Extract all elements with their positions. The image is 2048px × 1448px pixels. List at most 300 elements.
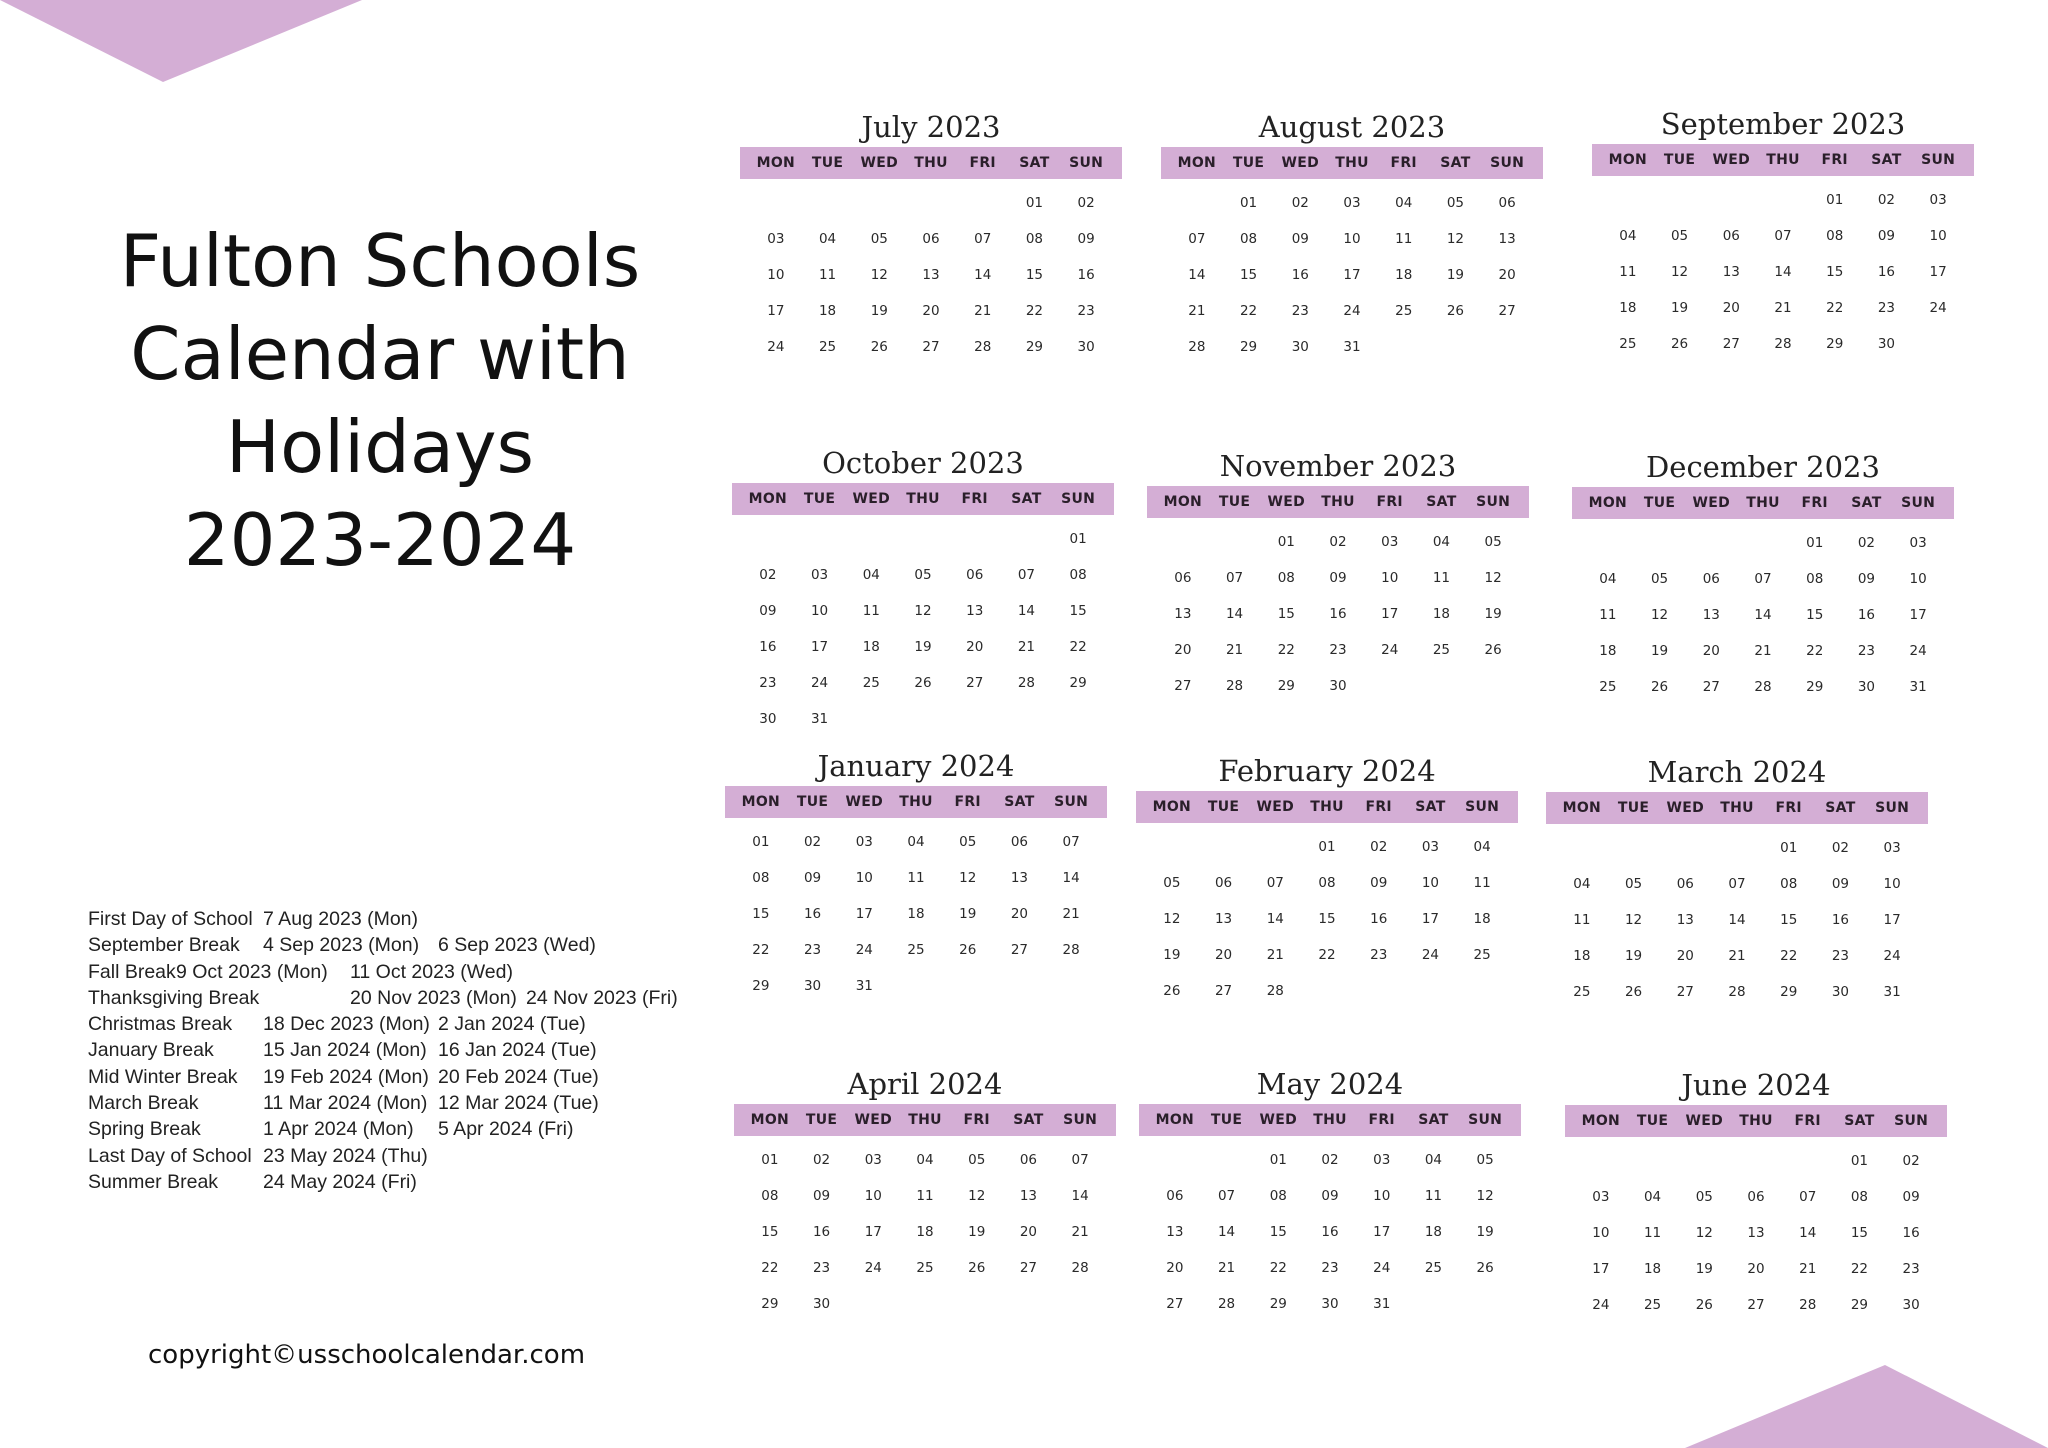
weekday-label: SUN <box>1468 1112 1503 1128</box>
day-cell: 09 <box>1877 228 1896 244</box>
weekday-label: WED <box>1281 155 1320 171</box>
day-cell: 05 <box>1446 195 1465 211</box>
weekday-label: TUE <box>1663 152 1696 168</box>
day-cell: 03 <box>855 834 873 850</box>
day-cell: 18 <box>916 1224 934 1240</box>
day-cell: 14 <box>1062 870 1080 886</box>
day-cell: 10 <box>767 267 785 283</box>
day-cell: 09 <box>1902 1189 1920 1205</box>
weekday-label: SAT <box>1825 800 1856 816</box>
holiday-end-date: 12 Mar 2024 (Tue) <box>438 1092 599 1115</box>
day-cell: 28 <box>1266 983 1284 999</box>
day-cell: 11 <box>1643 1225 1662 1241</box>
day-cell: 09 <box>1831 876 1850 892</box>
month-calendar <box>1572 447 1954 705</box>
day-cell: 18 <box>1643 1261 1662 1277</box>
month-title: January 2024 <box>817 749 1015 783</box>
weekday-label: MON <box>1588 495 1628 511</box>
empty-day-cell <box>1685 525 1737 561</box>
day-cell: 30 <box>1902 1297 1920 1313</box>
day-cell: 12 <box>1624 912 1643 928</box>
empty-day-cell <box>1678 1143 1730 1179</box>
day-cell: 23 <box>759 675 777 691</box>
day-cell: 02 <box>1902 1153 1920 1169</box>
day-cell: 11 <box>1573 912 1591 928</box>
weekday-label: SUN <box>1921 152 1956 168</box>
day-cell: 15 <box>1806 607 1824 623</box>
day-cell: 21 <box>1188 303 1206 319</box>
day-cell: 18 <box>1395 267 1413 283</box>
day-cell: 06 <box>922 231 940 247</box>
day-cell: 13 <box>1747 1225 1765 1241</box>
day-cell: 20 <box>1214 947 1233 963</box>
day-cell: 17 <box>1929 264 1947 280</box>
day-cell: 14 <box>1799 1225 1817 1241</box>
weekday-label: SUN <box>1061 491 1096 507</box>
day-cell: 15 <box>1850 1225 1869 1241</box>
day-cell: 07 <box>974 231 992 247</box>
copyright-text: copyright©usschoolcalendar.com <box>148 1340 586 1370</box>
day-cell: 15 <box>1826 264 1844 280</box>
day-cell: 13 <box>1498 231 1516 247</box>
month-calendar <box>1136 751 1518 1009</box>
day-cell: 27 <box>1498 303 1516 319</box>
day-cell: 06 <box>1722 228 1740 244</box>
day-cell: 18 <box>1599 643 1617 659</box>
day-cell: 25 <box>1599 679 1617 695</box>
day-cell: 21 <box>1266 947 1284 963</box>
days-grid <box>1161 185 1543 365</box>
day-cell: 27 <box>1010 942 1029 958</box>
day-cell: 07 <box>1799 1189 1817 1205</box>
holiday-end-date: 2 Jan 2024 (Tue) <box>438 1013 586 1036</box>
weekday-header-bar <box>1572 487 1954 519</box>
day-cell: 16 <box>1902 1225 1920 1241</box>
day-cell: 12 <box>959 870 977 886</box>
empty-day-cell <box>794 521 846 557</box>
day-cell: 08 <box>1780 876 1798 892</box>
day-cell: 12 <box>1484 570 1502 586</box>
day-cell: 01 <box>1826 192 1844 208</box>
day-cell: 07 <box>1017 567 1036 583</box>
holiday-name: Spring Break <box>88 1118 201 1141</box>
day-cell: 04 <box>1643 1189 1662 1205</box>
empty-day-cell <box>957 185 1009 221</box>
day-cell: 05 <box>1650 571 1669 587</box>
empty-day-cell <box>1730 1143 1782 1179</box>
day-cell: 24 <box>767 339 785 355</box>
day-cell: 14 <box>1188 267 1206 283</box>
weekday-label: WED <box>1267 494 1306 510</box>
day-cell: 05 <box>968 1152 986 1168</box>
weekday-label: FRI <box>1775 800 1802 816</box>
day-cell: 17 <box>767 303 785 319</box>
day-cell: 09 <box>1077 231 1095 247</box>
day-cell: 09 <box>1370 875 1388 891</box>
month-title: July 2023 <box>861 110 1001 144</box>
weekday-label: THU <box>1335 155 1369 171</box>
day-cell: 05 <box>1476 1152 1494 1168</box>
day-cell: 31 <box>1909 679 1927 695</box>
day-cell: 24 <box>1909 643 1927 659</box>
day-cell: 12 <box>1476 1188 1494 1204</box>
weekday-header-bar <box>1139 1104 1521 1136</box>
day-cell: 20 <box>922 303 940 319</box>
weekday-label: WED <box>1685 1113 1724 1129</box>
weekday-label: SUN <box>1901 495 1936 511</box>
empty-day-cell <box>1001 521 1053 557</box>
day-cell: 25 <box>862 675 880 691</box>
day-cell: 04 <box>1395 195 1413 211</box>
month-title: May 2024 <box>1256 1067 1404 1101</box>
weekday-label: FRI <box>1821 152 1848 168</box>
day-cell: 17 <box>1883 912 1901 928</box>
day-cell: 11 <box>1432 570 1451 586</box>
day-cell: 01 <box>1806 535 1824 551</box>
day-cell: 30 <box>812 1296 831 1312</box>
day-cell: 11 <box>916 1188 934 1204</box>
weekday-label: TUE <box>805 1112 838 1128</box>
day-cell: 22 <box>1850 1261 1869 1277</box>
day-cell: 29 <box>1826 336 1844 352</box>
day-cell: 18 <box>862 639 880 655</box>
day-cell: 06 <box>1010 834 1029 850</box>
day-cell: 31 <box>810 711 829 727</box>
day-cell: 19 <box>914 639 932 655</box>
day-cell: 02 <box>1370 839 1388 855</box>
day-cell: 05 <box>959 834 977 850</box>
holiday-end-date: 5 Apr 2024 (Fri) <box>438 1118 574 1141</box>
weekday-label: MON <box>1152 799 1192 815</box>
day-cell: 20 <box>966 639 984 655</box>
month-title: June 2024 <box>1681 1068 1831 1102</box>
day-cell: 04 <box>1599 571 1617 587</box>
day-cell: 24 <box>1929 300 1947 316</box>
day-cell: 29 <box>1780 984 1798 1000</box>
weekday-label: WED <box>1256 799 1295 815</box>
day-cell: 30 <box>1831 984 1850 1000</box>
day-cell: 04 <box>907 834 925 850</box>
day-cell: 01 <box>1318 839 1336 855</box>
day-cell: 06 <box>1166 1188 1184 1204</box>
empty-day-cell <box>802 185 854 221</box>
day-cell: 01 <box>1025 195 1044 211</box>
day-cell: 12 <box>914 603 932 619</box>
day-cell: 05 <box>1695 1189 1713 1205</box>
empty-day-cell <box>1705 182 1757 218</box>
day-cell: 20 <box>1019 1224 1038 1240</box>
day-cell: 28 <box>1799 1297 1817 1313</box>
day-cell: 16 <box>1857 607 1876 623</box>
holiday-start-date: 11 Mar 2024 (Mon) <box>263 1092 428 1115</box>
weekday-label: FRI <box>1794 1113 1821 1129</box>
day-cell: 13 <box>1010 870 1029 886</box>
day-cell: 25 <box>818 339 837 355</box>
holiday-name: September Break <box>88 934 240 957</box>
day-cell: 21 <box>1225 642 1244 658</box>
day-cell: 18 <box>1473 911 1491 927</box>
day-cell: 10 <box>1381 570 1399 586</box>
day-cell: 07 <box>1728 876 1746 892</box>
weekday-label: SAT <box>1013 1112 1044 1128</box>
empty-day-cell <box>1575 1143 1627 1179</box>
weekday-label: MON <box>748 491 788 507</box>
empty-day-cell <box>1757 182 1809 218</box>
day-cell: 30 <box>1077 339 1095 355</box>
day-cell: 02 <box>1831 840 1850 856</box>
day-cell: 20 <box>1702 643 1720 659</box>
holiday-end-date: 24 Nov 2023 (Fri) <box>526 986 678 1009</box>
day-cell: 22 <box>1277 642 1295 658</box>
empty-day-cell <box>1608 830 1660 866</box>
day-cell: 11 <box>907 870 925 886</box>
weekday-label: THU <box>899 794 933 810</box>
empty-day-cell <box>905 185 957 221</box>
month-title: December 2023 <box>1646 450 1880 484</box>
day-cell: 23 <box>1902 1261 1920 1277</box>
day-cell: 25 <box>907 942 925 958</box>
day-cell: 07 <box>1188 231 1206 247</box>
empty-day-cell <box>1249 829 1301 865</box>
day-cell: 19 <box>1163 947 1181 963</box>
weekday-label: SUN <box>1063 1112 1098 1128</box>
day-cell: 11 <box>862 603 880 619</box>
day-cell: 31 <box>1883 984 1901 1000</box>
day-cell: 16 <box>803 906 822 922</box>
title-line: Holidays <box>225 405 535 489</box>
day-cell: 19 <box>870 303 888 319</box>
weekday-header-bar <box>1161 147 1543 179</box>
weekday-label: SAT <box>1418 1112 1449 1128</box>
month-calendar <box>1161 107 1543 365</box>
weekday-label: SAT <box>1440 155 1471 171</box>
day-cell: 26 <box>1163 983 1181 999</box>
month-title: August 2023 <box>1258 110 1446 144</box>
day-cell: 26 <box>1650 679 1669 695</box>
weekday-label: THU <box>1746 495 1780 511</box>
day-cell: 27 <box>1174 678 1192 694</box>
day-cell: 27 <box>1676 984 1694 1000</box>
day-cell: 18 <box>1619 300 1637 316</box>
weekday-label: TUE <box>1636 1113 1669 1129</box>
month-title: April 2024 <box>847 1067 1003 1101</box>
weekday-header-bar <box>1136 791 1518 823</box>
month-calendar <box>725 746 1107 1004</box>
day-cell: 30 <box>803 978 822 994</box>
days-grid <box>1546 830 1928 1010</box>
day-cell: 20 <box>1676 948 1694 964</box>
holiday-end-date: 20 Feb 2024 (Tue) <box>438 1065 599 1088</box>
holiday-end-date: 11 Oct 2023 (Wed) <box>350 960 513 983</box>
day-cell: 18 <box>1573 948 1591 964</box>
day-cell: 03 <box>1592 1189 1610 1205</box>
days-grid <box>1147 524 1529 704</box>
day-cell: 26 <box>1695 1297 1713 1313</box>
day-cell: 02 <box>803 834 822 850</box>
day-cell: 14 <box>974 267 992 283</box>
empty-day-cell <box>1659 830 1711 866</box>
empty-day-cell <box>1149 1142 1201 1178</box>
day-cell: 24 <box>864 1260 882 1276</box>
weekday-label: THU <box>1739 1113 1773 1129</box>
day-cell: 28 <box>1754 679 1772 695</box>
holiday-name: Last Day of School <box>88 1144 252 1167</box>
day-cell: 20 <box>1747 1261 1765 1277</box>
page-title <box>60 215 700 587</box>
day-cell: 10 <box>1343 231 1361 247</box>
day-cell: 22 <box>1806 643 1824 659</box>
day-cell: 25 <box>1432 642 1451 658</box>
day-cell: 24 <box>1592 1297 1610 1313</box>
day-cell: 22 <box>1239 303 1258 319</box>
day-cell: 11 <box>1395 231 1413 247</box>
weekday-label: TUE <box>1210 1112 1243 1128</box>
weekday-label: MON <box>1177 155 1217 171</box>
day-cell: 14 <box>1225 606 1244 622</box>
day-cell: 07 <box>1217 1188 1236 1204</box>
day-cell: 05 <box>1163 875 1181 891</box>
day-cell: 28 <box>1217 1296 1236 1312</box>
day-cell: 29 <box>1269 1296 1287 1312</box>
day-cell: 10 <box>1421 875 1440 891</box>
day-cell: 02 <box>1321 1152 1339 1168</box>
day-cell: 27 <box>1747 1297 1765 1313</box>
weekday-header-bar <box>1546 792 1928 824</box>
empty-day-cell <box>1711 830 1763 866</box>
day-cell: 21 <box>1728 948 1746 964</box>
weekday-label: WED <box>1666 800 1705 816</box>
day-cell: 26 <box>968 1260 986 1276</box>
day-cell: 11 <box>1473 875 1491 891</box>
weekday-label: SAT <box>1851 495 1882 511</box>
day-cell: 18 <box>1424 1224 1443 1240</box>
day-cell: 03 <box>1883 840 1901 856</box>
day-cell: 16 <box>759 639 777 655</box>
day-cell: 21 <box>974 303 992 319</box>
empty-day-cell <box>1209 524 1261 560</box>
day-cell: 27 <box>966 675 984 691</box>
weekday-label: MON <box>1155 1112 1195 1128</box>
day-cell: 20 <box>1174 642 1192 658</box>
empty-day-cell <box>1201 1142 1253 1178</box>
day-cell: 13 <box>1702 607 1720 623</box>
day-cell: 08 <box>1318 875 1336 891</box>
empty-day-cell <box>750 185 802 221</box>
days-grid <box>1572 525 1954 705</box>
day-cell: 21 <box>1217 1260 1236 1276</box>
day-cell: 16 <box>1291 267 1309 283</box>
day-cell: 27 <box>1019 1260 1038 1276</box>
weekday-header-bar <box>1592 144 1974 176</box>
day-cell: 30 <box>1877 336 1896 352</box>
holiday-start-date: 7 Aug 2023 (Mon) <box>263 908 419 930</box>
day-cell: 22 <box>1269 1260 1287 1276</box>
day-cell: 08 <box>1806 571 1824 587</box>
day-cell: 07 <box>1071 1152 1089 1168</box>
weekday-label: MON <box>1581 1113 1621 1129</box>
day-cell: 05 <box>1670 228 1689 244</box>
day-cell: 23 <box>1077 303 1095 319</box>
day-cell: 04 <box>1619 228 1637 244</box>
empty-day-cell <box>1737 525 1789 561</box>
days-grid <box>1565 1143 1947 1323</box>
day-cell: 03 <box>1373 1152 1391 1168</box>
day-cell: 25 <box>1395 303 1413 319</box>
weekday-label: THU <box>906 491 940 507</box>
empty-day-cell <box>1582 525 1634 561</box>
day-cell: 02 <box>1329 534 1347 550</box>
empty-day-cell <box>1171 185 1223 221</box>
day-cell: 30 <box>1321 1296 1339 1312</box>
days-grid <box>1136 829 1518 1009</box>
day-cell: 27 <box>1722 336 1740 352</box>
day-cell: 09 <box>759 603 777 619</box>
day-cell: 04 <box>1424 1152 1443 1168</box>
days-grid <box>732 521 1114 737</box>
day-cell: 28 <box>1774 336 1792 352</box>
holiday-name: Mid Winter Break <box>88 1065 238 1088</box>
weekday-header-bar <box>732 483 1114 515</box>
day-cell: 27 <box>1166 1296 1184 1312</box>
day-cell: 08 <box>752 870 770 886</box>
weekday-label: THU <box>1720 800 1754 816</box>
day-cell: 24 <box>1883 948 1901 964</box>
day-cell: 03 <box>810 567 829 583</box>
day-cell: 11 <box>1599 607 1617 623</box>
day-cell: 12 <box>870 267 888 283</box>
month-calendar <box>734 1064 1116 1322</box>
day-cell: 06 <box>1214 875 1233 891</box>
weekday-header-bar <box>725 786 1107 818</box>
day-cell: 07 <box>1225 570 1244 586</box>
day-cell: 12 <box>1695 1225 1713 1241</box>
day-cell: 28 <box>1062 942 1080 958</box>
weekday-header-bar <box>1147 486 1529 518</box>
day-cell: 05 <box>1484 534 1502 550</box>
day-cell: 16 <box>1329 606 1347 622</box>
day-cell: 19 <box>1446 267 1465 283</box>
day-cell: 28 <box>974 339 992 355</box>
day-cell: 22 <box>1826 300 1844 316</box>
empty-day-cell <box>1782 1143 1834 1179</box>
day-cell: 29 <box>1850 1297 1869 1313</box>
day-cell: 19 <box>1476 1224 1494 1240</box>
day-cell: 19 <box>1670 300 1689 316</box>
day-cell: 26 <box>1670 336 1689 352</box>
day-cell: 10 <box>810 603 829 619</box>
day-cell: 29 <box>1025 339 1044 355</box>
day-cell: 22 <box>1318 947 1336 963</box>
day-cell: 24 <box>810 675 829 691</box>
day-cell: 10 <box>855 870 873 886</box>
day-cell: 29 <box>752 978 770 994</box>
day-cell: 27 <box>922 339 940 355</box>
weekday-label: SAT <box>1019 155 1050 171</box>
day-cell: 09 <box>803 870 822 886</box>
day-cell: 20 <box>1722 300 1740 316</box>
day-cell: 05 <box>914 567 932 583</box>
weekday-label: MON <box>741 794 781 810</box>
day-cell: 02 <box>812 1152 831 1168</box>
day-cell: 08 <box>1826 228 1844 244</box>
day-cell: 30 <box>759 711 777 727</box>
day-cell: 17 <box>1381 606 1399 622</box>
day-cell: 11 <box>818 267 837 283</box>
month-calendar <box>1139 1064 1521 1322</box>
day-cell: 15 <box>752 906 770 922</box>
holiday-end-date: 6 Sep 2023 (Wed) <box>438 934 596 957</box>
day-cell: 13 <box>1019 1188 1038 1204</box>
